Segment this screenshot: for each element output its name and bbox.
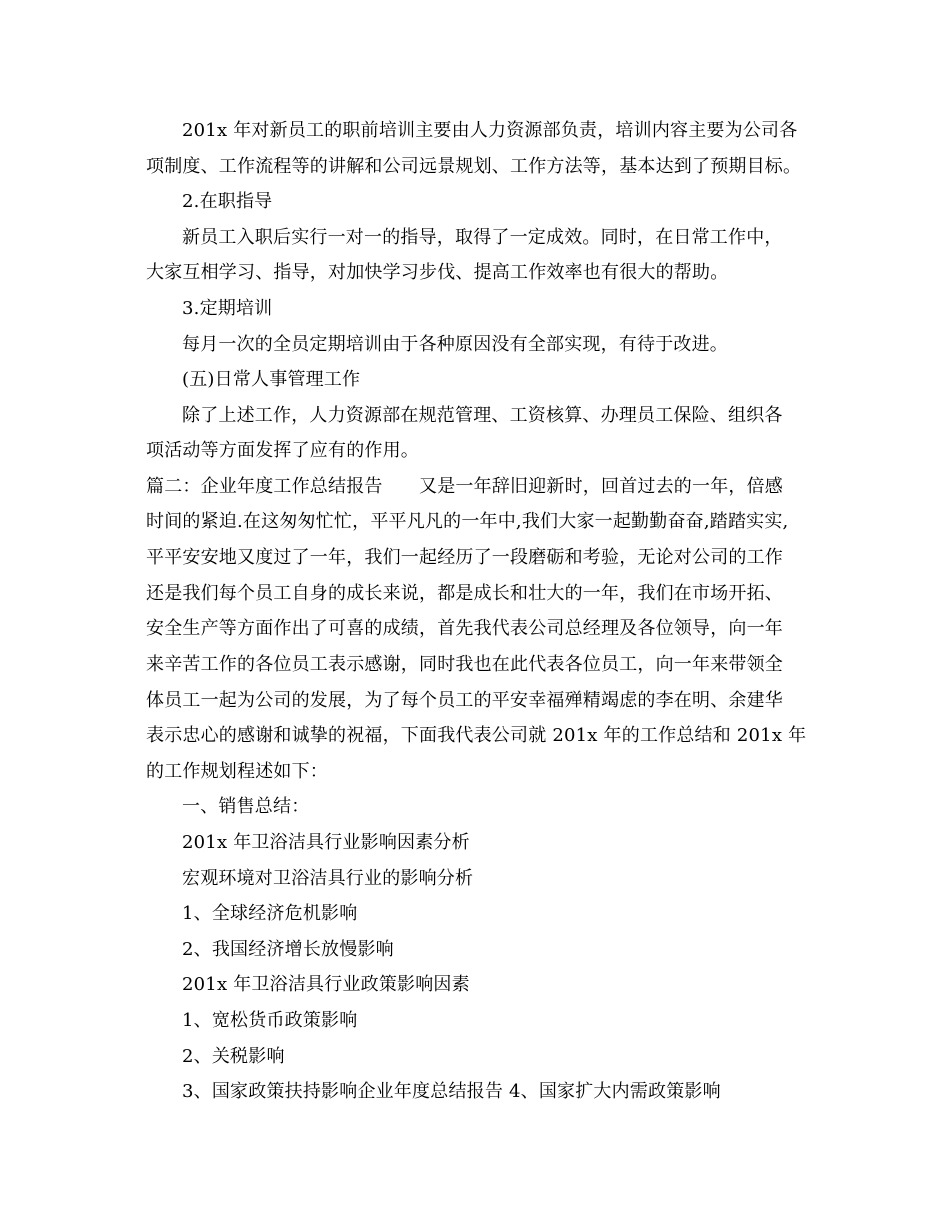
paragraph-line: 还是我们每个员工自身的成长来说，都是成长和壮大的一年，我们在市场开拓、 (146, 583, 783, 604)
paragraph-line: 时间的紧迫.在这匆匆忙忙，平平凡凡的一年中,我们大家一起勤勤奋奋,踏踏实实, (146, 511, 789, 532)
paragraph-line: 201x 年对新员工的职前培训主要由人力资源部负责，培训内容主要为公司各 (182, 120, 798, 141)
section-heading: 3.定期培训 (182, 298, 273, 319)
paragraph-line: 表示忠心的感谢和诚挚的祝福，下面我代表公司就 201x 年的工作总结和 201x 年 (146, 725, 807, 746)
list-item: 1、全球经济危机影响 (182, 903, 358, 924)
paragraph-line: 的工作规划程述如下： (146, 761, 328, 782)
section-heading: (五)日常人事管理工作 (182, 369, 361, 390)
paragraph-line: 平平安安地又度过了一年，我们一起经历了一段磨砺和考验，无论对公司的工作 (146, 547, 783, 568)
list-item: 1、宽松货币政策影响 (182, 1010, 358, 1031)
paragraph-line: 来辛苦工作的各位员工表示感谢，同时我也在此代表各位员工，向一年来带领全 (146, 654, 783, 675)
section-heading: 2.在职指导 (182, 191, 273, 212)
paragraph-line: 项制度、工作流程等的讲解和公司远景规划、工作方法等，基本达到了预期目标。 (146, 156, 802, 177)
list-item: 201x 年卫浴洁具行业影响因素分析 (182, 832, 470, 853)
paragraph-line: 体员工一起为公司的发展，为了每个员工的平安幸福殚精竭虑的李在明、余建华 (146, 690, 783, 711)
paragraph-line: 项活动等方面发挥了应有的作用。 (146, 440, 419, 461)
list-item: 201x 年卫浴洁具行业政策影响因素 (182, 974, 470, 995)
section-heading: 一、销售总结： (182, 796, 310, 817)
paragraph-line: 新员工入职后实行一对一的指导，取得了一定成效。同时，在日常工作中， (182, 227, 783, 248)
paragraph-line: 除了上述工作，人力资源部在规范管理、工资核算、办理员工保险、组织各 (182, 405, 783, 426)
list-item: 2、关税影响 (182, 1046, 285, 1067)
paragraph-line: 每月一次的全员定期培训由于各种原因没有全部实现，有待于改进。 (182, 334, 728, 355)
paragraph-line: 大家互相学习、指导，对加快学习步伐、提高工作效率也有很大的帮助。 (146, 262, 729, 283)
list-item: 2、我国经济增长放慢影响 (182, 939, 394, 960)
paragraph-line: 安全生产等方面作出了可喜的成绩，首先我代表公司总经理及各位领导，向一年 (146, 618, 783, 639)
list-item: 宏观环境对卫浴洁具行业的影响分析 (182, 868, 474, 889)
list-item: 3、国家政策扶持影响企业年度总结报告 4、国家扩大内需政策影响 (182, 1081, 721, 1102)
paragraph-line: 篇二：企业年度工作总结报告 又是一年辞旧迎新时，回首过去的一年，倍感 (146, 476, 783, 497)
